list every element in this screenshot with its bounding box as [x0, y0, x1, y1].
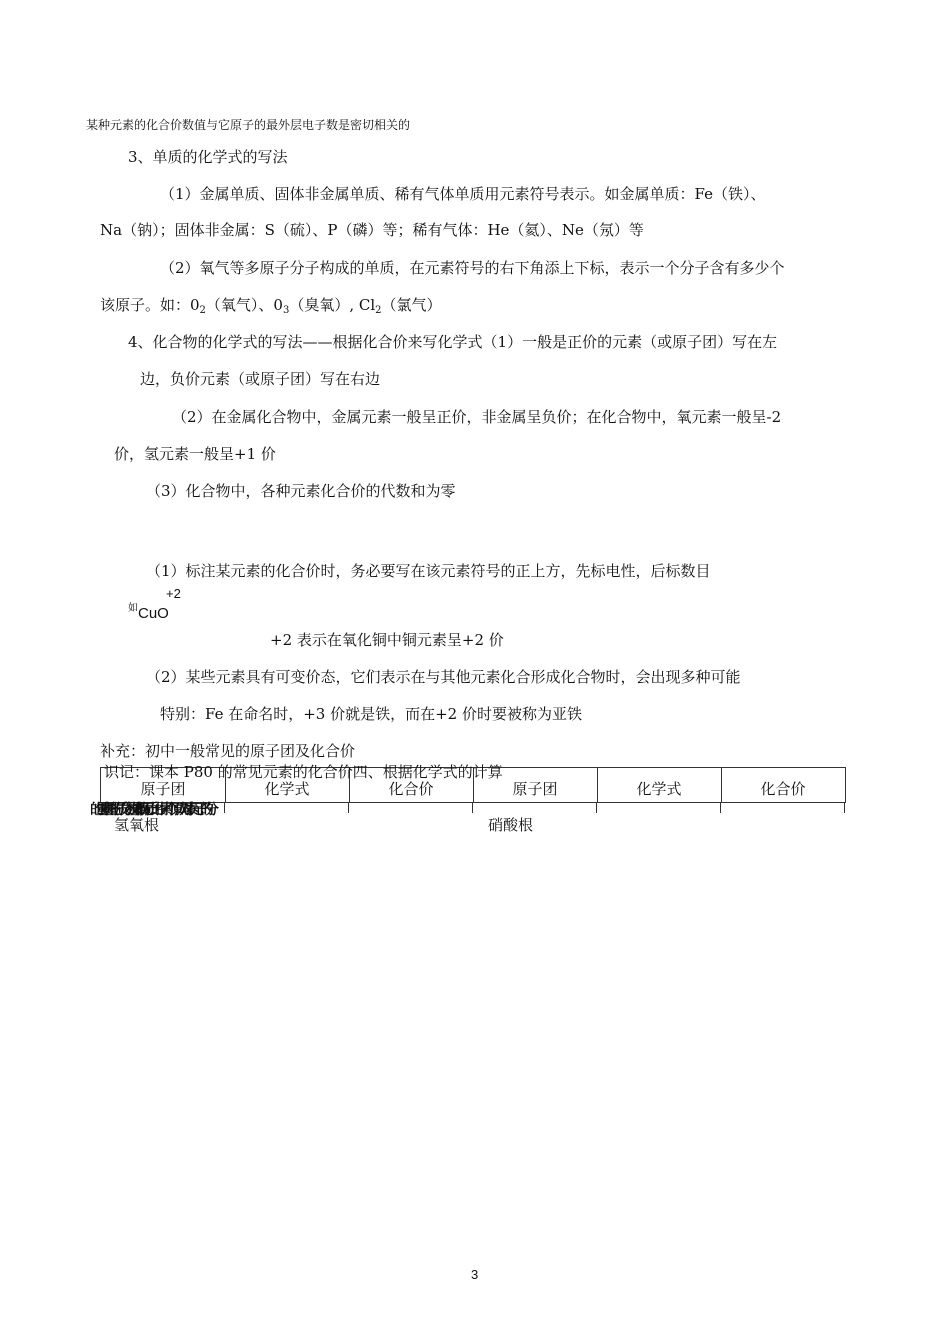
table-header-cell: 原子团 [512, 780, 558, 798]
table-divider [845, 768, 846, 802]
table-divider [348, 803, 349, 813]
text-line-6g: （氯气） [381, 296, 442, 314]
table-header-cell: 化合价 [388, 780, 434, 798]
subscript-2b: 2 [375, 305, 382, 316]
valence-plus2: +2 [166, 586, 181, 601]
text-line-10: 价，氢元素一般呈+1 价 [114, 445, 276, 463]
overlapped-text: 的量素量的质分数量数 相元质比中素个原成对素元子的分 [90, 801, 210, 817]
subscript-3: 3 [282, 305, 290, 316]
table-header-cell: 化学式 [264, 780, 310, 798]
table-header-cell: 原子团 [140, 780, 186, 798]
table-cell-nitrate: 硝酸根 [488, 816, 534, 834]
table-cell-hydroxide: 氢氧根 [114, 816, 160, 834]
text-line-6a: 该原子。如：0 [100, 296, 200, 314]
text-line-6e: （臭氧）, Cl [289, 296, 376, 314]
text-line-8: 边，负价元素（或原子团）写在右边 [140, 370, 381, 388]
text-line-12: （1）标注某元素的化合价时，务必要写在该元素符号的正上方，先标电性，后标数目 [146, 562, 711, 580]
table-header-cell: 化学式 [636, 780, 682, 798]
text-line-4: Na（钠）；固体非金属：S（硫）、P（磷）等；稀有气体：He（氦）、Ne（氖）等 [100, 221, 644, 239]
text-line-1: 某种元素的化合价数值与它原子的最外层电子数是密切相关的 [86, 118, 411, 132]
supplement-heading: 补充：初中一般常见的原子团及化合价 [100, 742, 356, 760]
text-line-14: +2 表示在氧化铜中铜元素呈+2 价 [270, 631, 504, 649]
text-line-9: （2）在金属化合物中，金属元素一般呈正价，非金属呈负价；在化合物中，氧元素一般呈-2 [172, 408, 782, 426]
table-divider [720, 803, 721, 813]
section-heading-3: 3、单质的化学式的写法 [128, 148, 288, 166]
subscript-2a: 2 [199, 305, 206, 316]
example-ru: 如 [128, 603, 138, 614]
table-divider [596, 803, 597, 813]
text-line-6c: （氧气）、0 [205, 296, 283, 314]
page-number: 3 [471, 1267, 479, 1282]
table-divider [224, 803, 225, 813]
text-line-3: （1）金属单质、固体非金属单质、稀有气体单质用元素符号表示。如金属单质：Fe（铁）、 [160, 185, 766, 203]
text-line-11: （3）化合物中，各种元素化合价的代数和为零 [146, 482, 456, 500]
formula-cuo: CuO [138, 605, 169, 622]
memorize-line: 识记：课本 P80 的常见元素的化合价四、根据化学式的计算 [104, 763, 503, 781]
text-line-16: 特别：Fe 在命名时，+3 价就是铁，而在+2 价时要被称为亚铁 [160, 705, 582, 723]
table-divider [472, 803, 473, 813]
text-line-5: （2）氧气等多原子分子构成的单质，在元素符号的右下角添上下标，表示一个分子含有多少个 [160, 259, 785, 277]
table-divider [844, 803, 845, 813]
text-line-6 [100, 296, 442, 316]
section-heading-4: 4、化合物的化学式的写法——根据化合价来写化学式（1）一般是正价的元素（或原子团）写在左 [128, 333, 778, 351]
table-header-cell: 化合价 [760, 780, 806, 798]
text-line-15: （2）某些元素具有可变价态，它们表示在与其他元素化合形成化合物时，会出现多种可能 [146, 668, 741, 686]
